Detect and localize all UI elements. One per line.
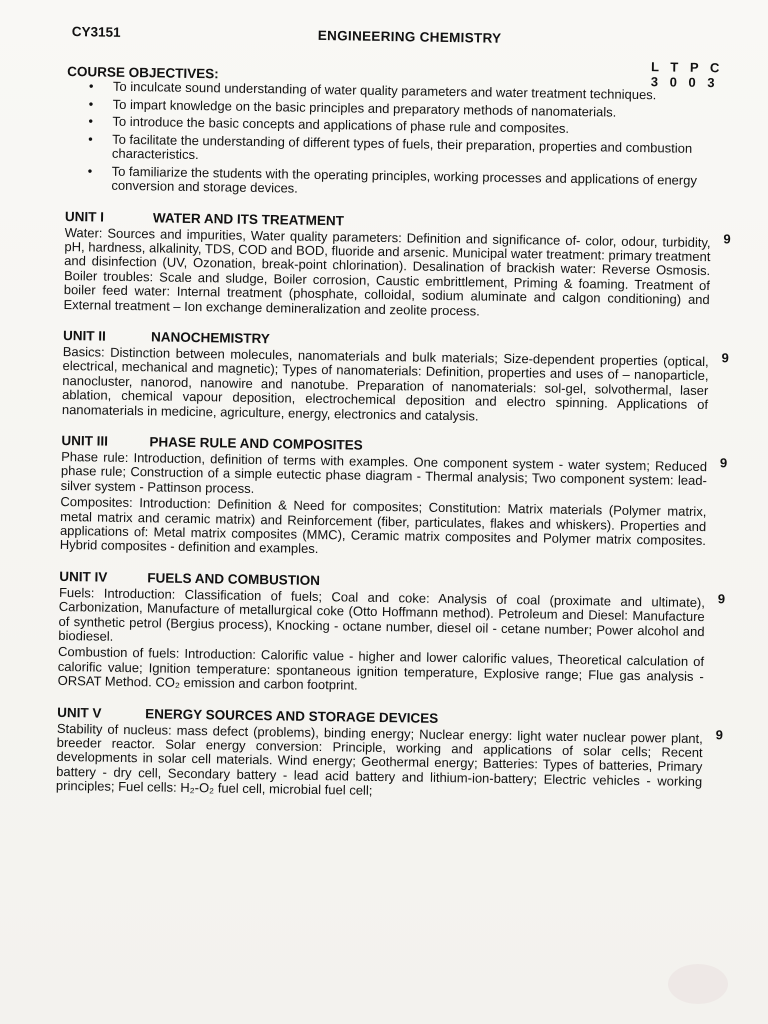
objective-item: • To inculcate sound understanding of water quality parameters and water treatment techniques.: [89, 79, 735, 104]
unit-title: FUELS AND COMBUSTION: [147, 570, 321, 588]
unit-paragraph: Stability of nucleus: mass defect (problems), binding energy; Nuclear energy: light water nuclear power plant, breeder reactor. Solar energy conversion: Principle, working and applications of solar cells; Recent developments in solar cell materials. Wind energy; Geothermal energy; Batteries: Types of batteries, Primary battery - dry cell, Secondary battery - lead acid battery and lithium-ion-battery; Electric vehicles - working principles; Fuel cells: H₂-O₂ fuel cell, microbial fuel cell;: [55, 720, 703, 799]
unit-title: PHASE RULE AND COMPOSITES: [149, 434, 363, 453]
objective-item: • To introduce the basic concepts and applications of phase rule and composites.: [88, 114, 734, 139]
unit-paragraph: Fuels: Introduction: Classification of fuels; Coal and coke: Analysis of coal (proximate and ultimate), Carbonization, Manufacture of metallurgical coke (Otto Hoffmann method). Petroleum and Diesel: Manufacture of synthetic petrol (Bergius process), Knocking - octane number, diesel oil - cetane number; Power alcohol and biodiesel.: [58, 584, 706, 644]
unit-hours: 9: [721, 350, 729, 366]
unit-paragraph: Water: Sources and impurities, Water quality parameters: Definition and significance of- color, odour, turbidity, pH, hardness, alkalinity, TDS, COD and BOD, fluoride and arsenic. Municipal water treatment: primary treatment and disinfection (UV, Ozonation, break-point chlorination). Desalination of brackish water: Reverse Osmosis. Boiler troubles: Scale and sludge, Boiler corrosion, Caustic embrittlement, Priming & foaming. Treatment of boiler feed water: Internal treatment (phosphate, colloidal, sodium aluminate and calgon conditioning) and External treatment – Ion exchange demineralization and zeolite process.: [63, 224, 711, 319]
unit-section: [56, 705, 725, 805]
unit-section: [62, 328, 731, 428]
unit-hours: 9: [715, 726, 724, 743]
course-code: CY3151: [71, 24, 121, 40]
paper-stain: [668, 964, 728, 1004]
objectives-heading: COURSE OBJECTIVES:: [67, 63, 219, 82]
unit-hours: 9: [717, 591, 726, 607]
unit-paragraph: Composites: Introduction: Definition & Need for composites; Constitution: Matrix materials (Polymer matrix, metal matrix and ceramic matrix) and Reinforcement (fiber, particulates, flakes and whiskers). Properties and applications of: Metal matrix composites (MMC), Ceramic matrix composites and Polymer matrix composites. Hybrid composites - definition and examples.: [59, 494, 707, 557]
ltpc-labels: L T P C: [650, 59, 724, 76]
unit-hours: 9: [719, 455, 728, 471]
unit-section: [60, 433, 730, 563]
objective-item: • To impart knowledge on the basic principles and preparatory methods of nanomaterials.: [89, 97, 735, 122]
course-title: ENGINEERING CHEMISTRY: [317, 27, 502, 46]
unit-number: UNIT III: [61, 432, 109, 449]
unit-number: UNIT I: [64, 208, 105, 225]
unit-paragraph: Phase rule: Introduction, definition of terms with examples. One component system - water system; Reduced phase rule; Construction of a simple eutectic phase diagram - Thermal analysis; Two component system: lead-silver system - Pattinson process.: [60, 448, 708, 496]
unit-number: UNIT IV: [59, 568, 108, 585]
unit-number: UNIT V: [57, 704, 102, 721]
unit-paragraph: Combustion of fuels: Introduction: Calorific value - higher and lower calorific values, Theoretical calculation of calorific value; Ignition temperature: spontaneous ignition temperature, Explosive range; Flue gas analysis - ORSAT Method. CO₂ emission and carbon footprint.: [57, 644, 705, 693]
unit-title: WATER AND ITS TREATMENT: [152, 209, 345, 228]
unit-paragraph: Basics: Distinction between molecules, nanomaterials and bulk materials; Size-dependent properties (optical, electrical, mechanical and magnetic); Types of nanomaterials: Definition, properties and uses of – nanoparticle, nanocluster, nanorod, nanowire and nanotube. Preparation of nanomaterials: sol-gel, solvothermal, laser ablation, chemical vapour deposition, electrochemical deposition and electro spinning. Applications of nanomaterials in medicine, agriculture, energy, electronics and catalysis.: [61, 343, 709, 424]
unit-section: [63, 208, 733, 322]
unit-title: NANOCHEMISTRY: [150, 329, 270, 347]
ltpc-values: 3 0 0 3: [650, 74, 719, 91]
objective-item: • To familiarize the students with the operating principles, working processes and applications of energy conversion and storage devices.: [87, 164, 733, 203]
unit-hours: 9: [723, 230, 731, 246]
syllabus-document: [56, 22, 736, 804]
unit-number: UNIT II: [62, 327, 106, 344]
unit-title: ENERGY SOURCES AND STORAGE DEVICES: [145, 705, 439, 726]
objectives-list: [65, 79, 735, 203]
objective-item: • To facilitate the understanding of different types of fuels, their preparation, properties and combustion characteristics.: [88, 132, 734, 171]
ltpc-block: [651, 59, 724, 90]
unit-section: [58, 569, 728, 699]
